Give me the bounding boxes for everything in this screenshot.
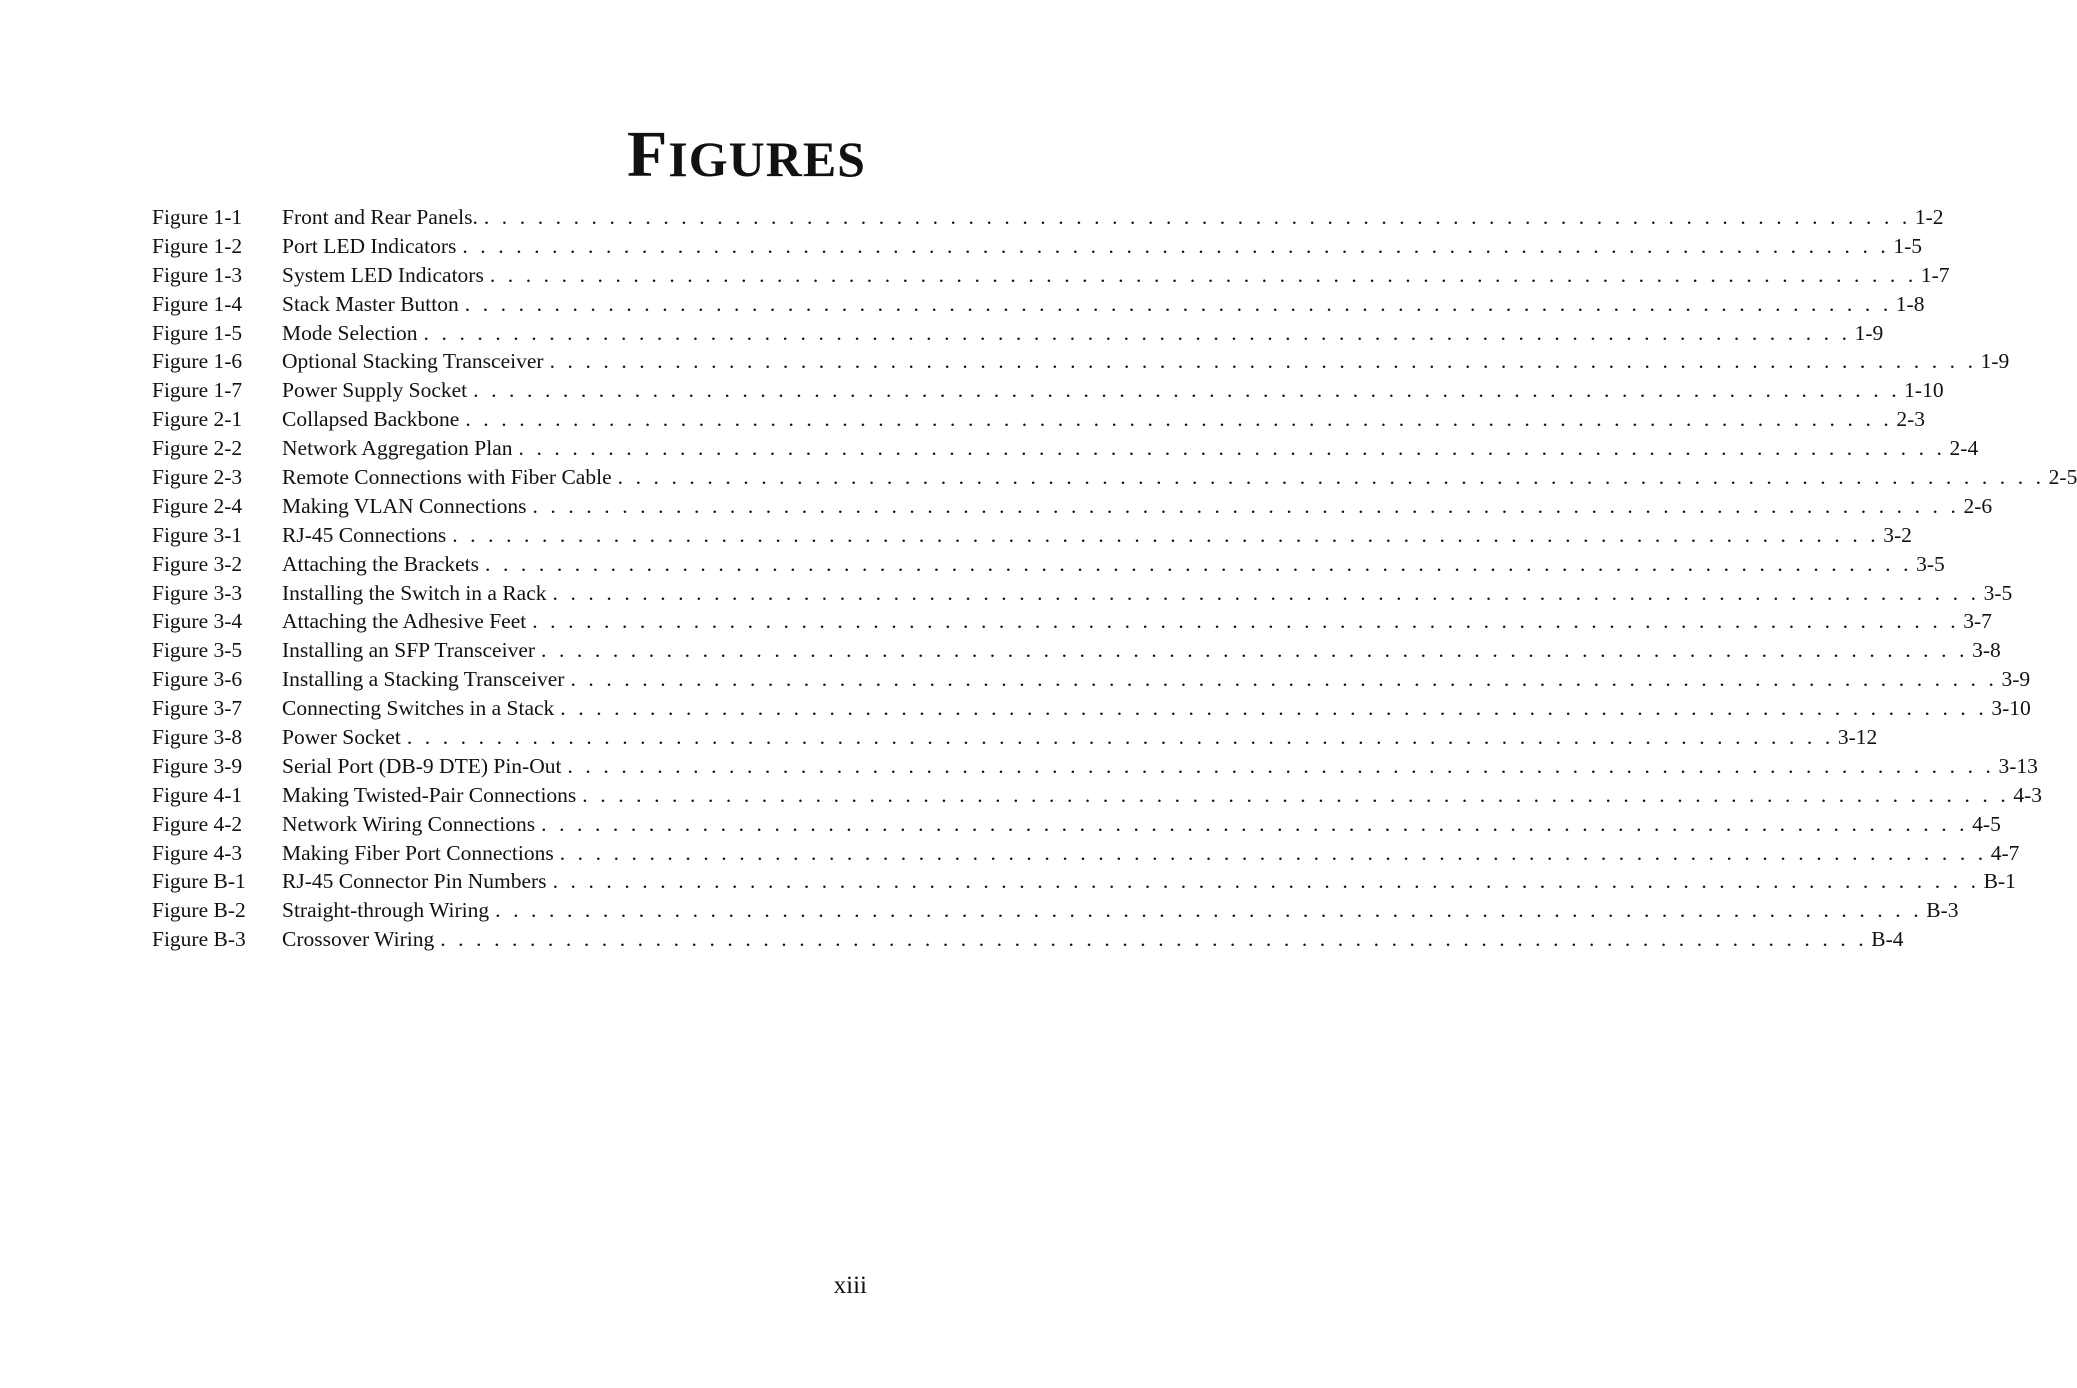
dot-leader: . . . . . . . . . . . . . . . . . . . . . . . . . . . . . . . . . . . . . . . . . . . . . . . . . . . . . . . . . . . . . . . . . . . . . . . . . . . . . . . . (541, 638, 1969, 663)
figure-entry[interactable] (152, 492, 1993, 521)
page-title-initial: F (626, 118, 669, 192)
dot-leader: . . . . . . . . . . . . . . . . . . . . . . . . . . . . . . . . . . . . . . . . . . . . . . . . . . . . . . . . . . . . . . . . . . . . . . . . . . . . . . . . (485, 551, 1913, 576)
figure-page-number: 1-10 (1904, 378, 1944, 403)
figure-page-number: 3-10 (1991, 696, 2031, 721)
figure-page-number: 4-5 (1972, 811, 2001, 836)
figure-title: Port LED Indicators (282, 233, 457, 258)
figure-label: Figure 1-2 (152, 233, 243, 258)
figure-title: Attaching the Adhesive Feet (282, 609, 527, 634)
figure-label: Figure 1-1 (152, 205, 243, 229)
figure-entry[interactable] (152, 463, 2077, 492)
dot-leader: . . . . . . . . . . . . . . . . . . . . . . . . . . . . . . . . . . . . . . . . . . . . . . . . . . . . . . . . . . . . . . . . . . . . . . . . . . . . . . . . (473, 378, 1901, 403)
figure-title: Front and Rear Panels. (282, 205, 478, 229)
dot-leader: . . . . . . . . . . . . . . . . . . . . . . . . . . . . . . . . . . . . . . . . . . . . . . . . . . . . . . . . . . . . . . . . . . . . . . . . . . . . . . . . (483, 205, 1911, 229)
figure-label: Figure 2-4 (152, 493, 243, 518)
page-title (626, 118, 866, 192)
figure-title: Making Fiber Port Connections (282, 840, 554, 865)
dot-leader: . . . . . . . . . . . . . . . . . . . . . . . . . . . . . . . . . . . . . . . . . . . . . . . . . . . . . . . . . . . . . . . . . . . . . . . . . . . . . . . . (570, 667, 1998, 692)
figure-label: Figure 3-4 (152, 609, 243, 634)
dot-leader: . . . . . . . . . . . . . . . . . . . . . . . . . . . . . . . . . . . . . . . . . . . . . . . . . . . . . . . . . . . . . . . . . . . . . . . . . . . . . . . . (532, 609, 1960, 634)
dot-leader: . . . . . . . . . . . . . . . . . . . . . . . . . . . . . . . . . . . . . . . . . . . . . . . . . . . . . . . . . . . . . . . . . . . . . . . . . . . . . . . . (567, 753, 1995, 778)
figure-title: Network Wiring Connections (282, 811, 536, 836)
figure-title: Installing a Stacking Transceiver (282, 667, 565, 692)
figure-title: Serial Port (DB-9 DTE) Pin-Out (282, 753, 562, 778)
figure-title: Making VLAN Connections (282, 493, 527, 518)
figure-title: RJ-45 Connections (282, 522, 447, 547)
figure-label: Figure 3-5 (152, 638, 243, 663)
figure-entry[interactable] (152, 781, 2042, 810)
figure-entry[interactable] (152, 579, 2013, 608)
figure-label: Figure 4-1 (152, 782, 243, 807)
figure-entry[interactable] (152, 896, 1959, 925)
figure-page-number: 2-5 (2048, 465, 2077, 490)
dot-leader: . . . . . . . . . . . . . . . . . . . . . . . . . . . . . . . . . . . . . . . . . . . . . . . . . . . . . . . . . . . . . . . . . . . . . . . . . . . . . . . . (462, 233, 1890, 258)
figure-label: Figure 3-6 (152, 667, 243, 692)
figure-title: Collapsed Backbone (282, 407, 460, 432)
dot-leader: . . . . . . . . . . . . . . . . . . . . . . . . . . . . . . . . . . . . . . . . . . . . . . . . . . . . . . . . . . . . . . . . . . . . . . . . . . . . . . . . (560, 696, 1988, 721)
figure-title: Power Socket (282, 725, 401, 750)
figure-page-number: 3-12 (1837, 725, 1878, 750)
figure-page-number: 1-9 (1980, 349, 2010, 374)
figure-label: Figure 3-9 (152, 753, 243, 778)
dot-leader: . . . . . . . . . . . . . . . . . . . . . . . . . . . . . . . . . . . . . . . . . . . . . . . . . . . . . . . . . . . . . . . . . . . . . . . . . . . . . . . . (532, 493, 1960, 518)
figure-entry[interactable] (152, 636, 2001, 665)
figure-entry[interactable] (152, 434, 1979, 463)
figure-label: Figure 2-2 (152, 436, 243, 461)
figure-title: Making Twisted-Pair Connections (282, 782, 577, 807)
figure-entry[interactable] (152, 723, 1878, 752)
figure-entry[interactable] (152, 376, 1944, 405)
dot-leader: . . . . . . . . . . . . . . . . . . . . . . . . . . . . . . . . . . . . . . . . . . . . . . . . . . . . . . . . . . . . . . . . . . . . . . . . . . . . . . . . (582, 782, 2010, 807)
figure-title: RJ-45 Connector Pin Numbers (282, 869, 547, 894)
figure-label: Figure 2-3 (152, 465, 243, 490)
figure-page-number: 4-3 (2013, 782, 2042, 807)
figure-page-number: 3-2 (1883, 522, 1912, 547)
figure-label: Figure 4-3 (152, 840, 243, 865)
figure-entry[interactable] (152, 405, 1926, 434)
figure-page-number: 1-5 (1893, 233, 1923, 258)
figure-page-number: B-4 (1871, 927, 1904, 952)
figure-entry[interactable] (152, 232, 1923, 261)
figure-label: Figure 3-1 (152, 522, 243, 547)
figure-title: Straight-through Wiring (282, 898, 490, 923)
figure-label: Figure 2-1 (152, 407, 243, 432)
figure-label: Figure 1-5 (152, 320, 243, 345)
figure-entry[interactable] (152, 752, 2038, 781)
figure-label: Figure 1-7 (152, 378, 243, 403)
figure-label: Figure B-2 (152, 898, 246, 923)
dot-leader: . . . . . . . . . . . . . . . . . . . . . . . . . . . . . . . . . . . . . . . . . . . . . . . . . . . . . . . . . . . . . . . . . . . . . . . . . . . . . . . . (440, 927, 1868, 952)
dot-leader: . . . . . . . . . . . . . . . . . . . . . . . . . . . . . . . . . . . . . . . . . . . . . . . . . . . . . . . . . . . . . . . . . . . . . . . . . . . . . . . . (552, 580, 1980, 605)
figure-page-number: 3-13 (1998, 753, 2038, 778)
figure-title: Mode Selection (282, 320, 418, 345)
dot-leader: . . . . . . . . . . . . . . . . . . . . . . . . . . . . . . . . . . . . . . . . . . . . . . . . . . . . . . . . . . . . . . . . . . . . . . . . . . . . . . . . (617, 465, 2045, 490)
figure-label: Figure 3-8 (152, 725, 243, 750)
figure-page-number: 1-8 (1895, 291, 1925, 316)
figure-title: Network Aggregation Plan (282, 436, 513, 461)
figure-title: Stack Master Button (282, 291, 459, 316)
figure-entry[interactable] (152, 665, 2031, 694)
figure-page-number: 3-8 (1972, 638, 2001, 663)
figure-page-number: 1-2 (1914, 205, 1944, 229)
figure-page-number: B-3 (1926, 898, 1959, 923)
figure-entry[interactable] (152, 925, 1904, 954)
figure-title: System LED Indicators (282, 262, 484, 287)
figure-page-number: 2-6 (1963, 493, 1993, 518)
figure-entry[interactable] (152, 319, 1884, 348)
dot-leader: . . . . . . . . . . . . . . . . . . . . . . . . . . . . . . . . . . . . . . . . . . . . . . . . . . . . . . . . . . . . . . . . . . . . . . . . . . . . . . . . (549, 349, 1977, 374)
dot-leader: . . . . . . . . . . . . . . . . . . . . . . . . . . . . . . . . . . . . . . . . . . . . . . . . . . . . . . . . . . . . . . . . . . . . . . . . . . . . . . . . (423, 320, 1851, 345)
dot-leader: . . . . . . . . . . . . . . . . . . . . . . . . . . . . . . . . . . . . . . . . . . . . . . . . . . . . . . . . . . . . . . . . . . . . . . . . . . . . . . . . (559, 840, 1987, 865)
figure-label: Figure 3-3 (152, 580, 243, 605)
figure-page-number: 3-5 (1916, 551, 1945, 576)
figure-entry[interactable] (152, 810, 2001, 839)
figure-title: Attaching the Brackets (282, 551, 480, 576)
figure-title: Installing an SFP Transceiver (282, 638, 536, 663)
figure-title: Connecting Switches in a Stack (282, 696, 555, 721)
figure-entry[interactable] (152, 867, 2016, 896)
figure-entry[interactable] (152, 607, 1992, 636)
figure-page-number: 2-3 (1896, 407, 1926, 432)
figure-label: Figure B-3 (152, 927, 246, 952)
figure-page-number: 3-7 (1963, 609, 1992, 634)
figure-entry[interactable] (152, 347, 2010, 376)
figure-entry[interactable] (152, 839, 2020, 868)
dot-leader: . . . . . . . . . . . . . . . . . . . . . . . . . . . . . . . . . . . . . . . . . . . . . . . . . . . . . . . . . . . . . . . . . . . . . . . . . . . . . . . . (489, 262, 1917, 287)
figure-entry[interactable] (152, 203, 1944, 232)
figure-page-number: 4-7 (1990, 840, 2020, 865)
figure-title: Remote Connections with Fiber Cable (282, 465, 612, 490)
figure-page-number: 1-9 (1854, 320, 1884, 345)
dot-leader: . . . . . . . . . . . . . . . . . . . . . . . . . . . . . . . . . . . . . . . . . . . . . . . . . . . . . . . . . . . . . . . . . . . . . . . . . . . . . . . . (465, 407, 1893, 432)
page-title-rest: IGURES (668, 131, 866, 188)
figure-page-number: 2-4 (1949, 436, 1979, 461)
dot-leader: . . . . . . . . . . . . . . . . . . . . . . . . . . . . . . . . . . . . . . . . . . . . . . . . . . . . . . . . . . . . . . . . . . . . . . . . . . . . . . . . (452, 522, 1880, 547)
figure-page-number: 3-5 (1983, 580, 2013, 605)
dot-leader: . . . . . . . . . . . . . . . . . . . . . . . . . . . . . . . . . . . . . . . . . . . . . . . . . . . . . . . . . . . . . . . . . . . . . . . . . . . . . . . . (541, 811, 1969, 836)
page-number: xiii (833, 1272, 867, 1299)
figure-title: Optional Stacking Transceiver (282, 349, 544, 374)
dot-leader: . . . . . . . . . . . . . . . . . . . . . . . . . . . . . . . . . . . . . . . . . . . . . . . . . . . . . . . . . . . . . . . . . . . . . . . . . . . . . . . . (464, 291, 1892, 316)
dot-leader: . . . . . . . . . . . . . . . . . . . . . . . . . . . . . . . . . . . . . . . . . . . . . . . . . . . . . . . . . . . . . . . . . . . . . . . . . . . . . . . . (406, 725, 1834, 750)
dot-leader: . . . . . . . . . . . . . . . . . . . . . . . . . . . . . . . . . . . . . . . . . . . . . . . . . . . . . . . . . . . . . . . . . . . . . . . . . . . . . . . . (552, 869, 1980, 894)
dot-leader: . . . . . . . . . . . . . . . . . . . . . . . . . . . . . . . . . . . . . . . . . . . . . . . . . . . . . . . . . . . . . . . . . . . . . . . . . . . . . . . . (518, 436, 1946, 461)
figure-title: Power Supply Socket (282, 378, 468, 403)
figure-entry[interactable] (152, 550, 1945, 579)
figure-entry[interactable] (152, 694, 2031, 723)
figure-entry[interactable] (152, 261, 1950, 290)
figures-list (152, 203, 2077, 954)
figure-entry[interactable] (152, 521, 1912, 550)
figure-title: Installing the Switch in a Rack (282, 580, 547, 605)
figure-page-number: 1-7 (1920, 262, 1950, 287)
figure-page-number: 3-9 (2001, 667, 2031, 692)
figure-label: Figure 1-3 (152, 262, 243, 287)
figure-label: Figure B-1 (152, 869, 246, 894)
dot-leader: . . . . . . . . . . . . . . . . . . . . . . . . . . . . . . . . . . . . . . . . . . . . . . . . . . . . . . . . . . . . . . . . . . . . . . . . . . . . . . . . (495, 898, 1923, 923)
figure-label: Figure 3-7 (152, 696, 243, 721)
figure-entry[interactable] (152, 290, 1925, 319)
figure-label: Figure 3-2 (152, 551, 243, 576)
figure-label: Figure 4-2 (152, 811, 243, 836)
figure-label: Figure 1-4 (152, 291, 243, 316)
figure-label: Figure 1-6 (152, 349, 243, 374)
figure-title: Crossover Wiring (282, 927, 435, 952)
figure-page-number: B-1 (1983, 869, 2016, 894)
